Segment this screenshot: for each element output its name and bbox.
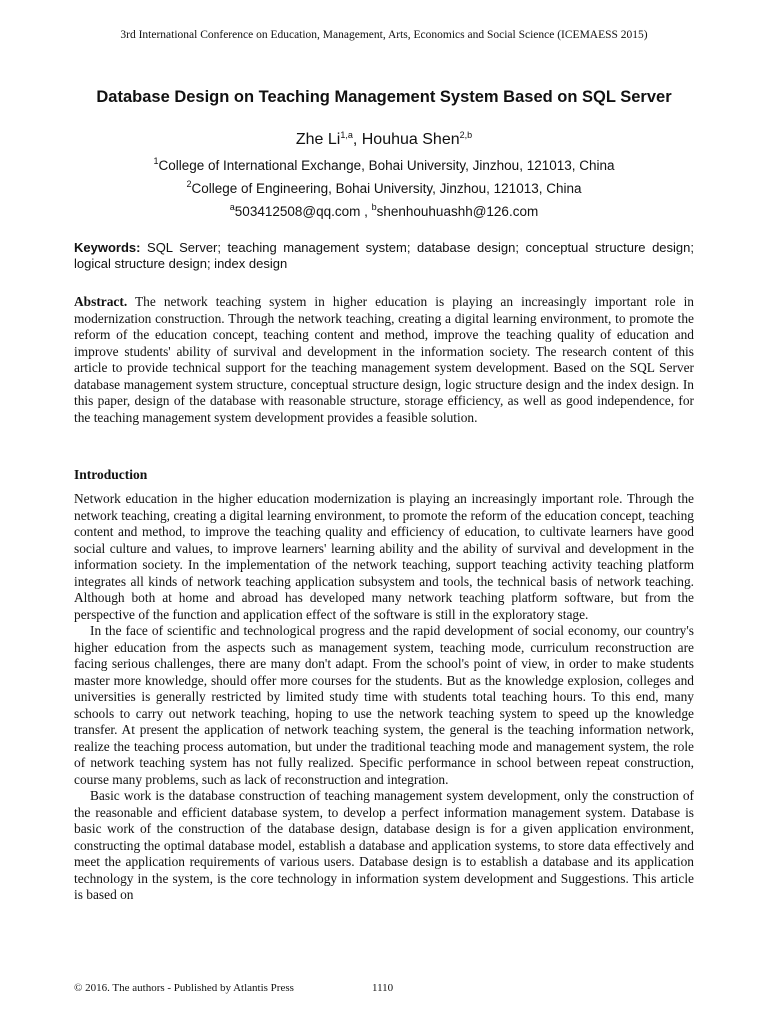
authors-line [0, 131, 768, 149]
abstract-text: The network teaching system in higher education is playing an increasingly important role in modernization construction. Through the network teaching, creating a digital learning environment, to promote the reform of the education concept, teaching content and method, improve the teaching quality of education and improve students' ability of survival and development in the information society. The research content of this article to provide technical support for the teaching management system development. Based on the SQL Server database management system structure, conceptual structure design, logic structure design and the index design. In this paper, design of the database with reasonable structure, storage efficiency, as well as good independence, for the teaching management system development provides a feasible solution. [74, 294, 694, 425]
keywords-text: SQL Server; teaching management system; database design; conceptual structure design; logical structure design; index design [74, 240, 694, 271]
abstract-label: Abstract. [74, 294, 128, 309]
author-separator: , [352, 131, 362, 148]
paper-title: Database Design on Teaching Management System Based on SQL Server [96, 88, 672, 106]
email-1: 503412508@qq.com , [234, 204, 372, 219]
intro-paragraph-2: In the face of scientific and technological progress and the rapid development of social economy, our country's higher education from the aspects such as management system, teaching mode, curriculum reconstruction are facing serious challenges, there are many don't adapt. From the school's point of view, in order to make students master more knowledge, should offer more courses for the students. But as the knowledge explosion, colleges and universities is generally restricted by limited study time with students total teaching hours. To this end, many schools to carry out network teaching, hoping to use the network teaching system to speed up the knowledge transfer. At present the application of network teaching system, the general is the teaching information network, realize the teaching process automation, but under the traditional teaching mode and management system, the role of network teaching system has not fully realized. Specific performance in school between repeat construction, course many problems, such as lack of reconstruction and integration. [74, 623, 694, 787]
footer-copyright: © 2016. The authors - Published by Atlantis Press [74, 982, 294, 994]
intro-paragraph-1: Network education in the higher education modernization is playing an increasingly important role. Through the network teaching, creating a digital learning environment, to promote the reform of the education concept, teaching content and method, to improve the teaching quality and efficiency of education, to cultivate learners have good social culture and values, to improve learners' learning ability and the ability of survival and development in the information society. In the implementation of the network teaching, support teaching activity teaching platform integrates all kinds of network teaching application subsystem and tools, the technical basis of network teaching. Although both at home and abroad has developed many network teaching platform software, but from the perspective of the function and application effect of the software is still in the exploratory stage. [74, 491, 694, 622]
author-1-affiliation-marker: 1,a [340, 130, 353, 140]
affiliation-1-text: College of International Exchange, Bohai University, Jinzhou, 121013, China [158, 158, 615, 173]
intro-paragraph-3: Basic work is the database construction of teaching management system development, only the construction of the reasonable and efficient database system, to develop a perfect information management system. Database is basic work of the construction of the database design, database design is for a given application environment, constructing the optimal database model, establish a database and application systems, to store data effectively and meet the application requirements of various users. Database design is to establish a database and its application technology in the system, is the core technology in information system development and Suggestions. This article is based on [74, 788, 694, 902]
keywords-label: Keywords: [74, 240, 141, 255]
author-emails [0, 204, 768, 219]
introduction-body [74, 491, 694, 904]
page-number: 1110 [372, 982, 394, 994]
affiliation-1 [0, 158, 768, 173]
email-2-marker: b [371, 202, 377, 212]
abstract [74, 294, 694, 426]
section-heading-introduction: Introduction [74, 467, 148, 482]
email-2: shenhouhuashh@126.com [376, 204, 539, 219]
affiliation-1-marker: 1 [153, 156, 159, 166]
author-1-name: Zhe Li [295, 131, 341, 148]
author-2-name: Houhua Shen [361, 131, 460, 148]
affiliation-2 [0, 181, 768, 196]
affiliation-2-text: College of Engineering, Bohai University, Jinzhou, 121013, China [191, 181, 582, 196]
author-2-affiliation-marker: 2,b [459, 130, 473, 140]
keywords [74, 240, 694, 272]
conference-header: 3rd International Conference on Education, Management, Arts, Economics and Social Science (ICEMAESS 2015) [120, 29, 648, 41]
email-1-marker: a [229, 202, 235, 212]
affiliation-2-marker: 2 [186, 179, 192, 189]
